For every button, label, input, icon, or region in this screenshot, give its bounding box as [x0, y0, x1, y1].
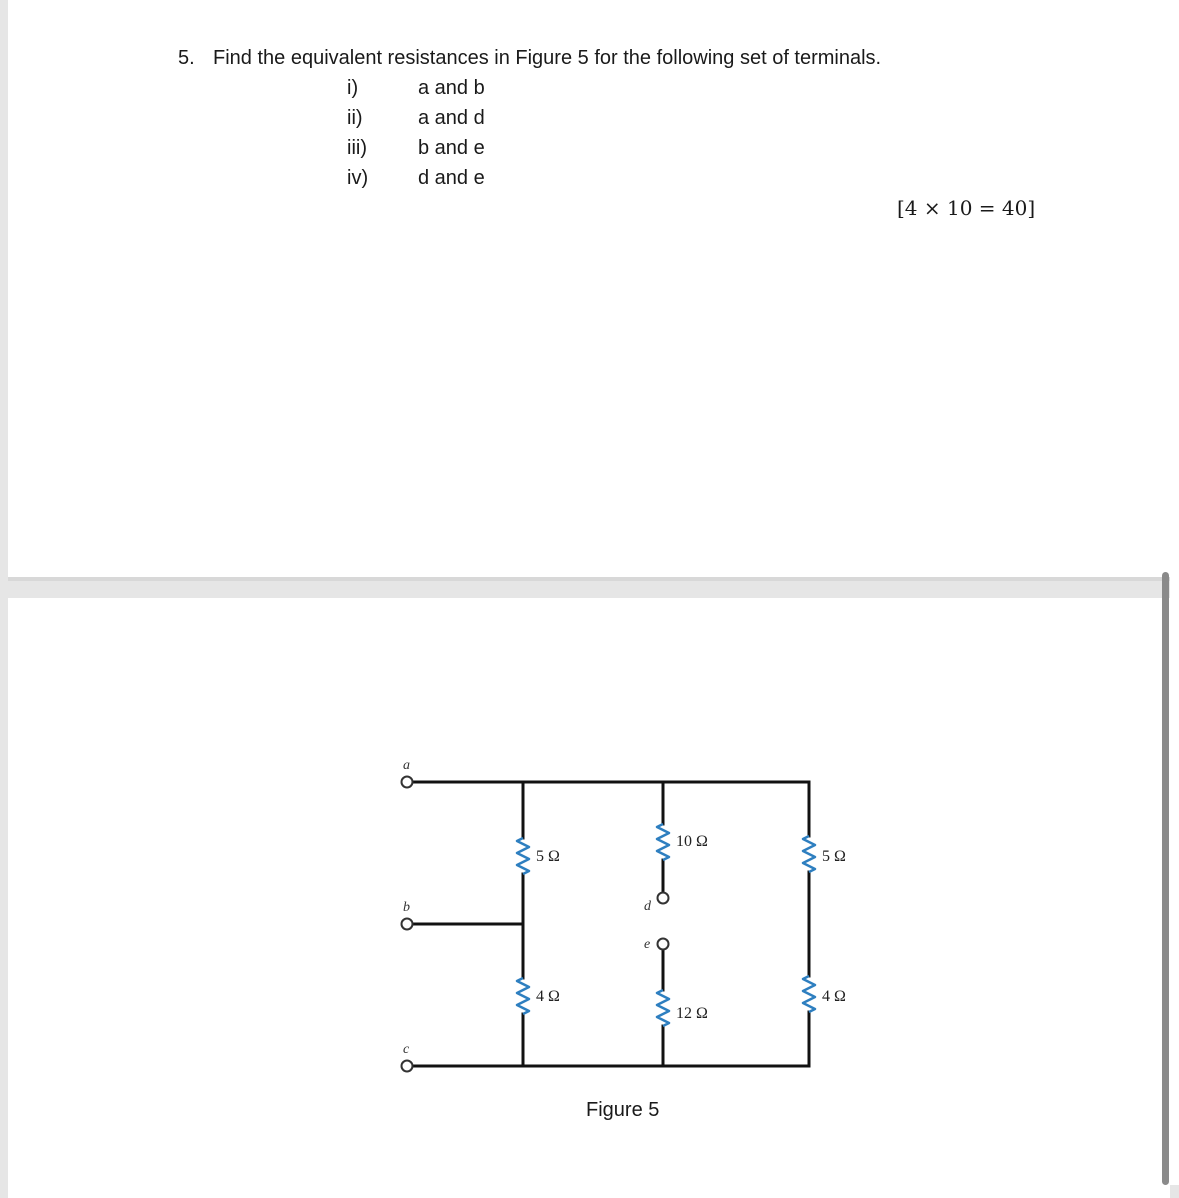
terminal-b: [402, 919, 413, 930]
resistor-label-mid-top: 10 Ω: [676, 833, 708, 850]
marks-allocation: [4 × 10 = 40]: [897, 196, 1036, 220]
resistor-label-mid-bottom: 12 Ω: [676, 1005, 708, 1022]
terminal-d: [658, 893, 669, 904]
resistor-left-top: [517, 838, 529, 874]
item-terminals: a and d: [418, 107, 485, 129]
terminal-label-c: c: [403, 1042, 410, 1057]
terminal-a: [402, 777, 413, 788]
figure-caption: Figure 5: [586, 1099, 660, 1121]
item-terminals: d and e: [418, 167, 485, 189]
item-roman: iii): [347, 137, 367, 159]
item-terminals: a and b: [418, 77, 485, 99]
resistor-label-right-bottom: 4 Ω: [822, 988, 846, 1005]
terminal-label-e: e: [644, 937, 651, 952]
item-roman: ii): [347, 107, 363, 129]
terminal-label-b: b: [403, 900, 410, 915]
question-number: 5.: [178, 47, 195, 69]
resistor-mid-bottom: [657, 990, 669, 1026]
item-roman: iv): [347, 167, 369, 189]
terminal-label-a: a: [403, 758, 410, 773]
resistor-label-right-top: 5 Ω: [822, 848, 846, 865]
item-roman: i): [347, 77, 359, 99]
terminal-label-d: d: [644, 899, 651, 914]
resistor-label-left-bottom: 4 Ω: [536, 988, 560, 1005]
resistor-label-left-top: 5 Ω: [536, 848, 560, 865]
resistor-mid-top: [657, 824, 669, 860]
resistor-left-bottom: [517, 978, 529, 1014]
question-text: Find the equivalent resistances in Figure 5 for the following set of terminals.: [213, 47, 882, 69]
terminal-e: [658, 939, 669, 950]
resistor-right-bottom: [803, 976, 815, 1012]
terminal-c: [402, 1061, 413, 1072]
resistor-right-top: [803, 836, 815, 872]
item-terminals: b and e: [418, 137, 485, 159]
